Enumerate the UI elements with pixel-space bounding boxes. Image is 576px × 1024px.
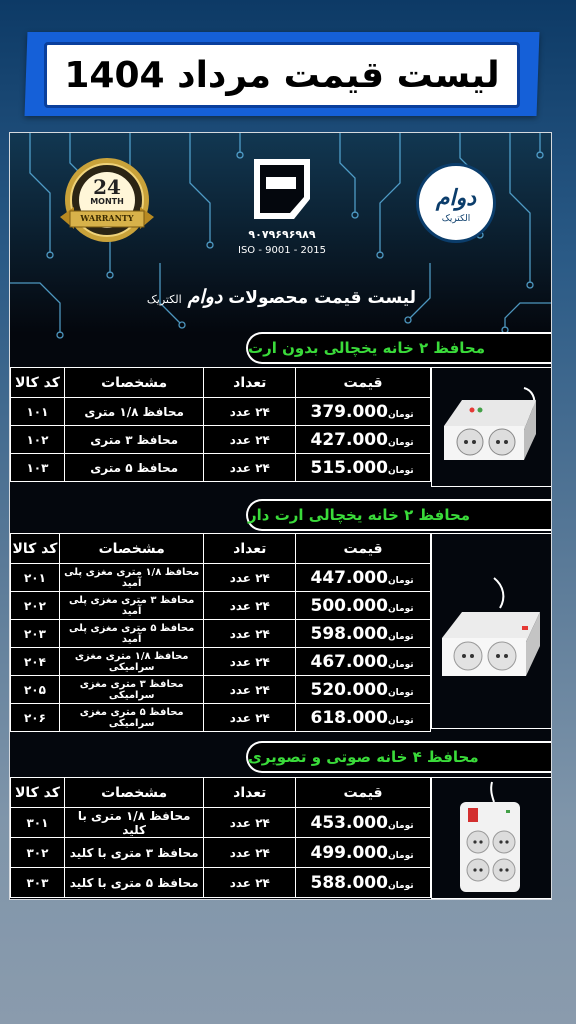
price-cell — [296, 808, 431, 838]
product-image-cell-3 — [431, 777, 552, 899]
code-cell: ۲۰۶ — [11, 704, 60, 732]
header-code: کد کالا — [11, 534, 60, 564]
price-value: 618.000 — [310, 707, 388, 728]
currency-label: تومان — [387, 715, 414, 726]
price-value: 453.000 — [310, 812, 388, 833]
currency-label: تومان — [387, 687, 414, 698]
brand-logo-tagline: الکتریک — [441, 214, 471, 224]
header-price: قیمت — [296, 368, 431, 398]
header-spec: مشخصات — [59, 534, 204, 564]
spec-cell: محافظ ۱/۸ متری مغزی سرامیکی — [59, 648, 204, 676]
spec-cell: محافظ ۳ متری — [64, 426, 204, 454]
table-row — [11, 454, 431, 482]
subtitle-text: لیست قیمت محصولات — [228, 288, 417, 308]
standard-mark-icon — [232, 155, 332, 227]
currency-label: تومان — [387, 575, 414, 586]
currency-label: تومان — [387, 465, 414, 476]
standard-cert — [232, 155, 332, 265]
code-cell: ۱۰۳ — [11, 454, 65, 482]
code-cell: ۲۰۴ — [11, 648, 60, 676]
warranty-number: 24 — [93, 175, 121, 199]
four-socket-protector-icon — [432, 778, 552, 898]
qty-cell: ۲۴ عدد — [204, 648, 296, 676]
product-image-cell-2 — [431, 533, 552, 729]
header-spec: مشخصات — [64, 778, 204, 808]
code-cell: ۲۰۳ — [11, 620, 60, 648]
header-price: قیمت — [296, 778, 431, 808]
code-cell: ۳۰۱ — [11, 808, 65, 838]
price-cell — [296, 454, 431, 482]
table-row — [11, 592, 431, 620]
price-table-1 — [10, 367, 431, 482]
table-row — [11, 564, 431, 592]
code-cell: ۲۰۵ — [11, 676, 60, 704]
section-title-2 — [246, 499, 552, 531]
two-socket-protector-icon — [432, 368, 552, 486]
qty-cell: ۲۴ عدد — [204, 808, 296, 838]
section-title-1 — [246, 332, 552, 364]
price-sheet — [9, 132, 552, 900]
qty-cell: ۲۴ عدد — [204, 592, 296, 620]
price-cell — [296, 868, 431, 898]
warranty-word: WARRANTY — [80, 213, 134, 223]
spec-cell: محافظ ۱/۸ متری — [64, 398, 204, 426]
header-code: کد کالا — [11, 368, 65, 398]
page-title: لیست قیمت مرداد 1404 — [44, 42, 520, 108]
qty-cell: ۲۴ عدد — [204, 620, 296, 648]
table-row — [11, 426, 431, 454]
section-title-1-text: محافظ ۲ خانه یخچالی بدون ارت — [248, 339, 486, 357]
product-image-cell-1 — [431, 367, 552, 487]
warranty-badge — [52, 155, 162, 255]
qty-cell: ۲۴ عدد — [204, 426, 296, 454]
warranty-month: MONTH — [90, 197, 124, 206]
price-value: 588.000 — [310, 872, 388, 893]
qty-cell: ۲۴ عدد — [204, 564, 296, 592]
spec-cell: محافظ ۳ متری با کلید — [64, 838, 204, 868]
section-title-3-text: محافظ ۴ خانه صوتی و تصویری — [248, 748, 479, 766]
qty-cell: ۲۴ عدد — [204, 398, 296, 426]
price-cell — [296, 620, 431, 648]
table-row — [11, 398, 431, 426]
price-value: 499.000 — [310, 842, 388, 863]
subtitle-brand-suffix: الکتریک — [146, 293, 182, 306]
price-cell — [296, 676, 431, 704]
header-price: قیمت — [296, 534, 431, 564]
header-qty: تعداد — [204, 778, 296, 808]
currency-label: تومان — [387, 631, 414, 642]
brand-logo-text: دوام — [435, 186, 477, 211]
section-title-3 — [246, 741, 552, 773]
currency-label: تومان — [387, 820, 414, 831]
header-qty: تعداد — [204, 534, 296, 564]
table-header-row — [11, 368, 431, 398]
spec-cell: محافظ ۱/۸ متری با کلید — [64, 808, 204, 838]
price-value: 379.000 — [310, 401, 388, 422]
spec-cell: محافظ ۳ متری مغزی سرامیکی — [59, 676, 204, 704]
code-cell: ۲۰۲ — [11, 592, 60, 620]
spec-cell: محافظ ۱/۸ متری مغزی پلی آمید — [59, 564, 204, 592]
table-row — [11, 808, 431, 838]
currency-label: تومان — [387, 409, 414, 420]
table-row — [11, 868, 431, 898]
currency-label: تومان — [387, 850, 414, 861]
price-table-2 — [10, 533, 431, 732]
spec-cell: محافظ ۵ متری — [64, 454, 204, 482]
qty-cell: ۲۴ عدد — [204, 838, 296, 868]
table-row — [11, 676, 431, 704]
qty-cell: ۲۴ عدد — [204, 454, 296, 482]
spec-cell: محافظ ۳ متری مغزی پلی آمید — [59, 592, 204, 620]
price-cell — [296, 704, 431, 732]
qty-cell: ۲۴ عدد — [204, 704, 296, 732]
brand-subtitle — [10, 286, 552, 308]
currency-label: تومان — [387, 659, 414, 670]
price-value: 447.000 — [310, 567, 388, 588]
currency-label: تومان — [387, 437, 414, 448]
spec-cell: محافظ ۵ متری مغزی سرامیکی — [59, 704, 204, 732]
table-row — [11, 838, 431, 868]
price-cell — [296, 592, 431, 620]
code-cell: ۳۰۳ — [11, 868, 65, 898]
price-cell — [296, 838, 431, 868]
price-cell — [296, 426, 431, 454]
table-row — [11, 704, 431, 732]
spec-cell: محافظ ۵ متری با کلید — [64, 868, 204, 898]
code-cell: ۲۰۱ — [11, 564, 60, 592]
table-row — [11, 620, 431, 648]
price-cell — [296, 398, 431, 426]
two-socket-earth-protector-icon — [432, 534, 552, 728]
price-value: 520.000 — [310, 679, 388, 700]
table-row — [11, 648, 431, 676]
cert-iso: ISO - 9001 - 2015 — [238, 245, 326, 256]
header-spec: مشخصات — [64, 368, 204, 398]
code-cell: ۳۰۲ — [11, 838, 65, 868]
price-cell — [296, 648, 431, 676]
header-code: کد کالا — [11, 778, 65, 808]
qty-cell: ۲۴ عدد — [204, 676, 296, 704]
section-title-2-text: محافظ ۲ خانه یخچالی ارت دار — [248, 506, 471, 524]
brand-logo — [416, 163, 496, 243]
qty-cell: ۲۴ عدد — [204, 868, 296, 898]
spec-cell: محافظ ۵ متری مغزی پلی آمید — [59, 620, 204, 648]
price-value: 467.000 — [310, 651, 388, 672]
header-qty: تعداد — [204, 368, 296, 398]
table-header-row — [11, 778, 431, 808]
table-header-row — [11, 534, 431, 564]
price-value: 500.000 — [310, 595, 388, 616]
price-value: 427.000 — [310, 429, 388, 450]
price-value: 598.000 — [310, 623, 388, 644]
price-table-3 — [10, 777, 431, 898]
currency-label: تومان — [387, 603, 414, 614]
price-value: 515.000 — [310, 457, 388, 478]
code-cell: ۱۰۱ — [11, 398, 65, 426]
subtitle-brand-name: دوام — [187, 286, 223, 308]
code-cell: ۱۰۲ — [11, 426, 65, 454]
price-cell — [296, 564, 431, 592]
cert-phone: ۹۰۷۹۶۹۶۹۸۹ — [248, 228, 316, 241]
currency-label: تومان — [387, 880, 414, 891]
